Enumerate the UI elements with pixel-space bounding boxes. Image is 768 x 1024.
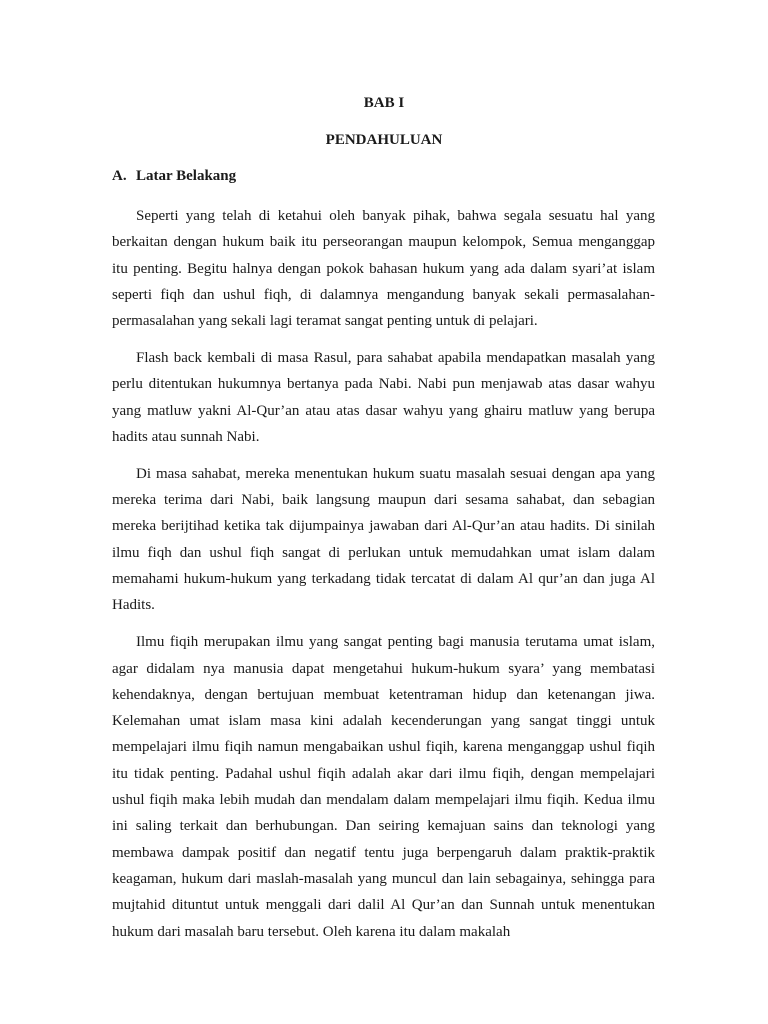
paragraph: Flash back kembali di masa Rasul, para sahabat apabila mendapatkan masalah yang perlu ditentukan hukumnya bertanya pada Nabi. Nabi pun menjawab atas dasar wahyu yang matluw yakni Al-Qur’an atau atas dasar wahyu yang ghairu matluw yang berupa hadits atau sunnah Nabi. bbox=[112, 350, 655, 445]
section-title: Latar Belakang bbox=[136, 168, 237, 184]
chapter-title: PENDAHULUAN bbox=[325, 132, 443, 148]
paragraph: Ilmu fiqih merupakan ilmu yang sangat penting bagi manusia terutama umat islam, agar didalam nya manusia dapat mengetahui hukum-hukum syara’ yang membatasi kehendaknya, dengan bertujuan membuat ketentraman hidup dan ketenangan jiwa. Kelemahan umat islam masa kini adalah kecenderungan yang sangat tinggi untuk mempelajari ilmu fiqih namun mengabaikan ushul fiqih, karena menganggap ushul fiqih itu tidak penting. Padahal ushul fiqih adalah akar dari ilmu fiqih, dengan mempelajari ushul fiqih maka lebih mudah dan mendalam dalam mempelajari ilmu fiqih. Kedua ilmu ini saling terkait dan berhubungan. Dan seiring kemajuan sains dan teknologi yang membawa dampak positif dan negatif tentu juga berpengaruh dalam praktik-praktik keagaman, hukum dari maslah-masalah yang muncul dan lain sebagainya, sehingga para mujtahid dituntut untuk menggali dari dalil Al Qur’an dan Sunnah untuk menentukan hukum dari masalah baru tersebut. Oleh karena itu dalam makalah bbox=[112, 634, 655, 940]
chapter-heading: BAB I bbox=[363, 95, 405, 111]
body-text bbox=[112, 203, 655, 955]
paragraph: Seperti yang telah di ketahui oleh banyak pihak, bahwa segala sesuatu hal yang berkaitan dengan hukum baik itu perseorangan maupun kelompok, Semua menganggap itu penting. Begitu halnya dengan pokok bahasan hukum yang ada dalam syari’at islam seperti fiqh dan ushul fiqh, di dalamnya mengandung banyak sekali permasalahan-permasalahan yang sekali lagi teramat sangat penting untuk di pelajari. bbox=[112, 208, 655, 330]
section-heading bbox=[112, 167, 236, 185]
section-letter: A. bbox=[112, 168, 127, 184]
paragraph: Di masa sahabat, mereka menentukan hukum suatu masalah sesuai dengan apa yang mereka terima dari Nabi, baik langsung maupun dari sesama sahabat, dan sebagian mereka berijtihad ketika tak dijumpainya jawaban dari Al-Qur’an atau hadits. Di sinilah ilmu fiqh dan ushul fiqh sangat di perlukan untuk memudahkan umat islam dalam memahami hukum-hukum yang terkadang tidak tercatat di dalam Al qur’an dan juga Al Hadits. bbox=[112, 465, 655, 614]
